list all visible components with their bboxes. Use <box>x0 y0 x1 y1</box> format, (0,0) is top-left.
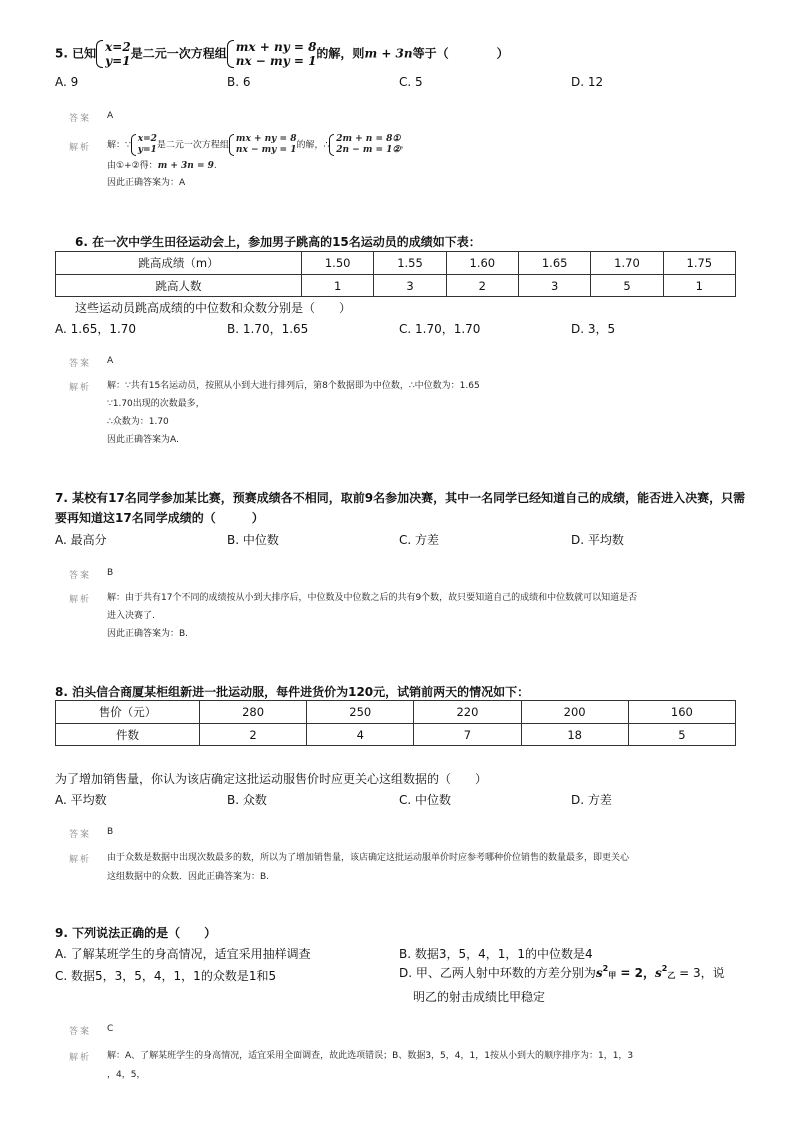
q7-option-c[interactable]: C. 方差 <box>399 533 440 547</box>
table-cell: 18 <box>521 724 628 746</box>
q7-analysis-line-2: 进入决赛了. <box>107 611 155 621</box>
q8-table <box>55 700 736 746</box>
q5-solution-system: x=2 y=1 <box>96 40 131 68</box>
q9-option-c[interactable]: C. 数据5，3，5，4，1，1的众数是1和5 <box>55 969 277 983</box>
q5-analysis-line-3: 因此正确答案为：A <box>107 178 186 188</box>
table-cell: 220 <box>414 701 521 724</box>
q5-option-d[interactable]: D. 12 <box>571 75 604 89</box>
q7-answer-label: 答案 <box>69 571 92 581</box>
q7-option-b[interactable]: B. 中位数 <box>227 533 279 547</box>
q9-option-a[interactable]: A. 了解某班学生的身高情况，适宜采用抽样调查 <box>55 947 311 961</box>
q5-answer-value: A <box>107 111 114 121</box>
q6-analysis-line-1: 解：∵共有15名运动员，按照从小到大进行排列后，第8个数据即为中位数，∴中位数为：1.65 <box>107 381 480 391</box>
q9-option-d-continued: 明乙的射击成绩比甲稳定 <box>413 990 546 1004</box>
q8-analysis-line-1: 由于众数是数据中出现次数最多的数，所以为了增加销售量，该店确定这批运动服单价时应参考哪种价位销售的数量最多，即更关心 <box>107 853 630 863</box>
table-cell: 5 <box>591 275 663 297</box>
table-cell: 1 <box>663 275 735 297</box>
q8-analysis-label: 解析 <box>69 855 92 865</box>
q9-stem: 9. 下列说法正确的是（ ） <box>55 926 217 940</box>
q6-option-a[interactable]: A. 1.65，1.70 <box>55 322 137 336</box>
q7-stem-line-2: 要再知道这17名同学成绩的（ ） <box>55 511 264 525</box>
q6-stem: 6. 在一次中学生田径运动会上，参加男子跳高的15名运动员的成绩如下表： <box>75 235 481 249</box>
q8-table-row-price <box>56 701 736 724</box>
q7-stem-line-1: 7. 某校有17名同学参加某比赛，预赛成绩各不相同，取前9名参加决赛，其中一名同学已经知道自己的成绩，能否进入决赛，只需 <box>55 491 746 505</box>
q8-option-c[interactable]: C. 中位数 <box>399 793 452 807</box>
q8-answer-value: B <box>107 827 114 837</box>
table-cell: 1.65 <box>518 252 590 275</box>
q7-option-d[interactable]: D. 平均数 <box>571 533 624 547</box>
table-cell: 1.70 <box>591 252 663 275</box>
q7-analysis-line-3: 因此正确答案为：B. <box>107 629 189 639</box>
q6-table-row-score <box>56 252 736 275</box>
q9-answer-label: 答案 <box>69 1027 92 1037</box>
q5-analysis-line-1: 解：∵x=2 y=1是二元一次方程组mx + ny = 8 nx − my = 1的解，∴2m + n = 8① 2n − m = 1②， <box>107 134 410 155</box>
table-cell: 件数 <box>56 724 200 746</box>
q8-option-a[interactable]: A. 平均数 <box>55 793 107 807</box>
table-cell: 2 <box>446 275 518 297</box>
q8-stem: 8. 泊头信合商厦某柜组新进一批运动服，每件进货价为120元，试销前两天的情况如下： <box>55 685 530 699</box>
q5-expression: m + 3n <box>364 46 413 61</box>
q9-analysis-line-2: ，4，5， <box>107 1070 146 1080</box>
q6-question: 这些运动员跳高成绩的中位数和众数分别是（ ） <box>75 301 352 315</box>
q5-analysis-line-2: 由①+②得：m + 3n = 9. <box>107 161 217 171</box>
table-cell: 4 <box>307 724 414 746</box>
q7-analysis-line-1: 解：由于共有17个不同的成绩按从小到大排序后，中位数及中位数之后的共有9个数，故只要知道自己的成绩和中位数就可以知道是否 <box>107 593 638 603</box>
table-cell: 3 <box>518 275 590 297</box>
table-cell: 跳高人数 <box>56 275 302 297</box>
q5-answer-label: 答案 <box>69 114 92 124</box>
q5-option-b[interactable]: B. 6 <box>227 75 251 89</box>
q6-option-c[interactable]: C. 1.70，1.70 <box>399 322 481 336</box>
q7-option-a[interactable]: A. 最高分 <box>55 533 107 547</box>
q6-answer-value: A <box>107 356 114 366</box>
table-cell: 2 <box>200 724 307 746</box>
q8-analysis-line-2: 这组数据中的众数．因此正确答案为：B. <box>107 872 270 882</box>
q5-option-c[interactable]: C. 5 <box>399 75 423 89</box>
table-cell: 250 <box>307 701 414 724</box>
q5-stem: 5. 已知 x=2 y=1是二元一次方程组 mx + ny = 8 nx − my = 1的解，则m + 3n等于（ ） <box>55 40 509 68</box>
q8-question: 为了增加销售量，你认为该店确定这批运动服售价时应更关心这组数据的（ ） <box>55 772 488 786</box>
q6-table-row-count <box>56 275 736 297</box>
table-cell: 1 <box>302 275 374 297</box>
q7-analysis-label: 解析 <box>69 595 92 605</box>
q6-table <box>55 251 736 297</box>
table-cell: 5 <box>628 724 735 746</box>
q6-analysis-line-3: ∴众数为：1.70 <box>107 417 169 427</box>
q6-option-d[interactable]: D. 3，5 <box>571 322 616 336</box>
table-cell: 200 <box>521 701 628 724</box>
table-cell: 1.75 <box>663 252 735 275</box>
table-cell: 7 <box>414 724 521 746</box>
table-cell: 160 <box>628 701 735 724</box>
table-cell: 1.60 <box>446 252 518 275</box>
q6-analysis-line-2: ∵1.70出现的次数最多， <box>107 399 205 409</box>
q5-option-a[interactable]: A. 9 <box>55 75 79 89</box>
q9-answer-value: C <box>107 1024 114 1034</box>
q8-option-b[interactable]: B. 众数 <box>227 793 267 807</box>
q8-table-row-quantity <box>56 724 736 746</box>
q6-analysis-line-4: 因此正确答案为A. <box>107 435 179 445</box>
table-cell: 1.50 <box>302 252 374 275</box>
q9-analysis-label: 解析 <box>69 1053 92 1063</box>
q8-answer-label: 答案 <box>69 830 92 840</box>
q9-option-d[interactable]: D. 甲、乙两人射中环数的方差分别为$s^2$甲 = 2，$s^2$乙 = 3，说 <box>399 964 725 980</box>
q5-equation-system: mx + ny = 8 nx − my = 1 <box>227 40 317 68</box>
q6-option-b[interactable]: B. 1.70，1.65 <box>227 322 309 336</box>
q8-option-d[interactable]: D. 方差 <box>571 793 612 807</box>
q7-answer-value: B <box>107 568 114 578</box>
q9-option-b[interactable]: B. 数据3，5，4，1，1的中位数是4 <box>399 947 593 961</box>
q6-answer-label: 答案 <box>69 359 92 369</box>
table-cell: 跳高成绩（m） <box>56 252 302 275</box>
q9-analysis-line-1: 解：A、了解某班学生的身高情况，适宜采用全面调查，故此选项错误；B、数据3，5，4，1，1按从小到大的顺序排序为：1，1，3 <box>107 1051 634 1061</box>
table-cell: 1.55 <box>374 252 446 275</box>
q6-analysis-label: 解析 <box>69 383 92 393</box>
q5-analysis-label: 解析 <box>69 143 92 153</box>
table-cell: 280 <box>200 701 307 724</box>
table-cell: 售价（元） <box>56 701 200 724</box>
table-cell: 3 <box>374 275 446 297</box>
